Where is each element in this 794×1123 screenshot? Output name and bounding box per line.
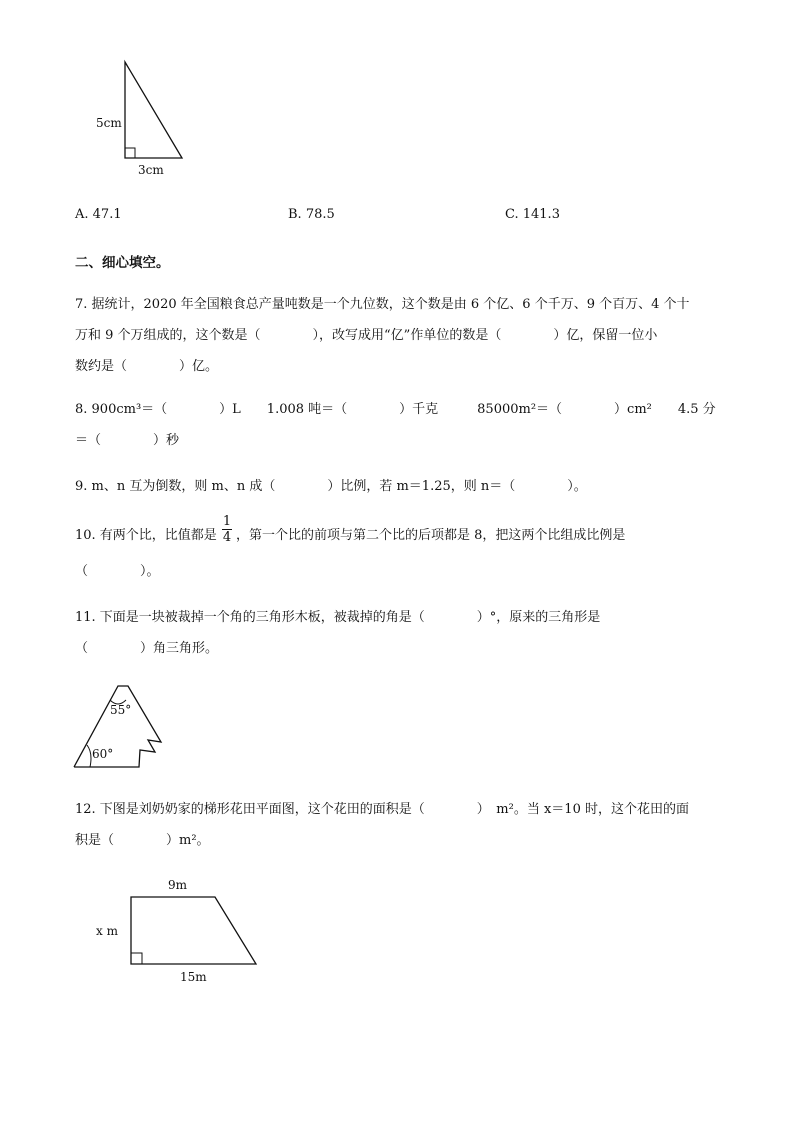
section-title: 二、细心填空。 — [75, 255, 170, 271]
q8-line-2: ＝（ ）秒 — [75, 433, 180, 448]
q10-line-2: （ ）。 — [75, 564, 160, 579]
q10-prefix: 10. 有两个比，比值都是 — [75, 528, 217, 543]
q7-line-1: 7. 据统计，2020 年全国粮食总产量吨数是一个九位数，这个数是由 6 个亿、6 个千万、9 个百万、4 个十 — [75, 297, 690, 312]
triangle-base-label: 3cm — [138, 163, 164, 177]
triangle-height-label: 5cm — [96, 116, 122, 130]
option-b: B. 78.5 — [288, 207, 335, 222]
trapezoid-right-angle-mark — [131, 953, 142, 964]
fraction-numerator: 1 — [222, 514, 232, 529]
q9-line-1: 9. m、n 互为倒数，则 m、n 成（ ）比例，若 m＝1.25，则 n＝（ ）。 — [75, 479, 587, 494]
angle-label-60: 60° — [92, 747, 114, 761]
option-c: C. 141.3 — [505, 207, 560, 222]
angle-label-55: 55° — [110, 703, 132, 717]
trapezoid-shape — [131, 897, 256, 964]
q7-line-2: 万和 9 个万组成的，这个数是（ ），改写成用“亿”作单位的数是（ ）亿，保留一位小 — [75, 328, 658, 343]
q12-line-2: 积是（ ）m²。 — [75, 833, 210, 848]
trapezoid-base-label: 15m — [180, 970, 207, 984]
option-a: A. 47.1 — [75, 207, 122, 222]
q10-suffix: ，第一个比的前项与第二个比的后项都是 8，把这两个比组成比例是 — [236, 528, 626, 543]
fraction-denominator: 4 — [222, 530, 232, 545]
trapezoid-height-label: x m — [96, 924, 118, 938]
q8-line-1: 8. 900cm³＝（ ）L 1.008 吨＝（ ）千克 85000m²＝（ ）cm² 4.5 分 — [75, 402, 716, 417]
q12-line-1: 12. 下图是刘奶奶家的梯形花田平面图，这个花田的面积是（ ） m²。当 x＝10 时，这个花田的面 — [75, 802, 689, 817]
q7-line-3: 数约是（ ）亿。 — [75, 359, 219, 374]
q11-line-2: （ ）角三角形。 — [75, 641, 219, 656]
q11-line-1: 11. 下面是一块被裁掉一个角的三角形木板，被裁掉的角是（ ）°，原来的三角形是 — [75, 610, 601, 625]
trapezoid-top-label: 9m — [168, 878, 188, 892]
